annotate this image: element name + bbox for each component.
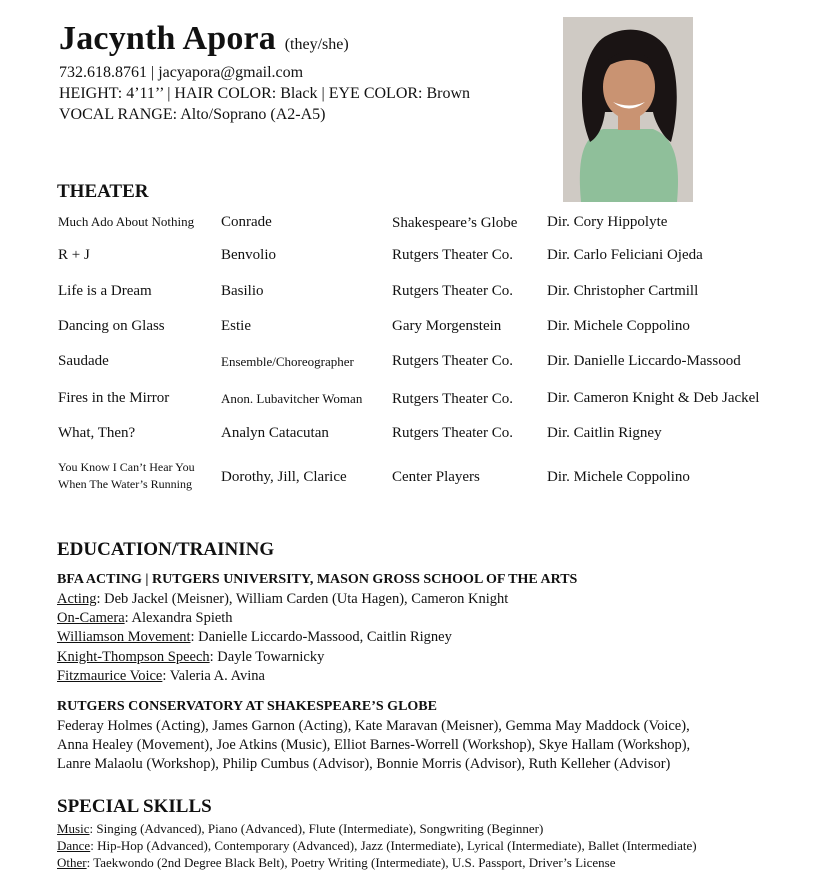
role: Anon. Lubavitcher Woman — [221, 391, 363, 406]
show-title: Much Ado About Nothing — [58, 214, 195, 229]
headshot-photo — [563, 17, 693, 202]
company: Center Players — [392, 469, 480, 485]
training-line: Williamson Movement: Danielle Liccardo-Massood, Caitlin Rigney — [57, 629, 452, 645]
director: Dir. Carlo Feliciani Ojeda — [547, 247, 703, 263]
pronouns: (they/she) — [284, 36, 349, 53]
education-heading: EDUCATION/TRAINING — [57, 539, 275, 560]
skill-label: Dance — [57, 838, 91, 853]
conservatory-heading: RUTGERS CONSERVATORY AT SHAKESPEARE’S GLOBE — [57, 699, 437, 714]
director: Dir. Cameron Knight & Deb Jackel — [547, 390, 760, 406]
skill-line: Other: Taekwondo (2nd Degree Black Belt), Poetry Writing (Intermediate), U.S. Passport, Driver’s License — [57, 855, 616, 870]
conservatory-line: Federay Holmes (Acting), James Garnon (Acting), Kate Maravan (Meisner), Gemma May Maddock (Voice), — [57, 718, 690, 734]
conservatory-line: Lanre Malaolu (Workshop), Philip Cumbus (Advisor), Bonnie Morris (Advisor), Ruth Kelleher (Advisor) — [57, 756, 671, 772]
role: Analyn Catacutan — [221, 425, 329, 441]
show-title: Life is a Dream — [58, 283, 152, 299]
director: Dir. Michele Coppolino — [547, 318, 690, 334]
company: Rutgers Theater Co. — [392, 283, 513, 299]
skill-line: Dance: Hip-Hop (Advanced), Contemporary (Advanced), Jazz (Intermediate), Lyrical (Intermediate), Ballet (Intermediate) — [57, 838, 697, 853]
theater-heading: THEATER — [57, 181, 149, 202]
company: Rutgers Theater Co. — [392, 425, 513, 441]
resume-name: Jacynth Apora (they/she) — [59, 20, 349, 57]
contact-info: 732.618.8761 | jacyapora@gmail.com — [59, 64, 304, 81]
show-title: What, Then? — [58, 425, 136, 441]
role: Dorothy, Jill, Clarice — [221, 469, 347, 485]
company: Rutgers Theater Co. — [392, 391, 513, 407]
role: Ensemble/Choreographer — [221, 354, 354, 369]
training-line: On-Camera: Alexandra Spieth — [57, 610, 233, 626]
skill-line: Music: Singing (Advanced), Piano (Advanced), Flute (Intermediate), Songwriting (Beginner) — [57, 821, 544, 836]
physical-stats: HEIGHT: 4’11’’ | HAIR COLOR: Black | EYE COLOR: Brown — [59, 85, 471, 102]
show-title: You Know I Can’t Hear You When The Water’s Running — [58, 460, 195, 491]
show-title: R + J — [58, 247, 90, 263]
show-title: Fires in the Mirror — [58, 390, 170, 406]
training-label: Williamson Movement — [57, 629, 191, 645]
training-label: Acting — [57, 591, 97, 607]
show-title: Saudade — [58, 353, 109, 369]
company: Rutgers Theater Co. — [392, 353, 513, 369]
training-label: On-Camera — [57, 610, 125, 626]
training-line: Acting: Deb Jackel (Meisner), William Carden (Uta Hagen), Cameron Knight — [57, 591, 509, 607]
conservatory-line: Anna Healey (Movement), Joe Atkins (Music), Elliot Barnes-Worrell (Workshop), Skye Hallam (Workshop), — [57, 737, 691, 753]
skill-label: Music — [57, 821, 90, 836]
director: Dir. Cory Hippolyte — [547, 214, 668, 230]
skills-heading: SPECIAL SKILLS — [57, 796, 212, 817]
director: Dir. Danielle Liccardo-Massood — [547, 353, 741, 369]
skill-label: Other — [57, 855, 87, 870]
director: Dir. Michele Coppolino — [547, 469, 690, 485]
training-line: Knight-Thompson Speech: Dayle Towarnicky — [57, 649, 325, 665]
role: Conrade — [221, 214, 272, 230]
company: Shakespeare’s Globe — [392, 215, 518, 231]
role: Estie — [221, 318, 251, 334]
company: Rutgers Theater Co. — [392, 247, 513, 263]
bfa-heading: BFA ACTING | RUTGERS UNIVERSITY, MASON GROSS SCHOOL OF THE ARTS — [57, 572, 578, 587]
show-title: Dancing on Glass — [58, 318, 165, 334]
role: Benvolio — [221, 247, 276, 263]
vocal-range: VOCAL RANGE: Alto/Soprano (A2-A5) — [59, 106, 326, 123]
company: Gary Morgenstein — [392, 318, 502, 334]
director: Dir. Christopher Cartmill — [547, 283, 699, 299]
training-label: Fitzmaurice Voice — [57, 668, 163, 684]
role: Basilio — [221, 283, 264, 299]
training-line: Fitzmaurice Voice: Valeria A. Avina — [57, 668, 265, 684]
director: Dir. Caitlin Rigney — [547, 425, 662, 441]
training-label: Knight-Thompson Speech — [57, 649, 210, 665]
